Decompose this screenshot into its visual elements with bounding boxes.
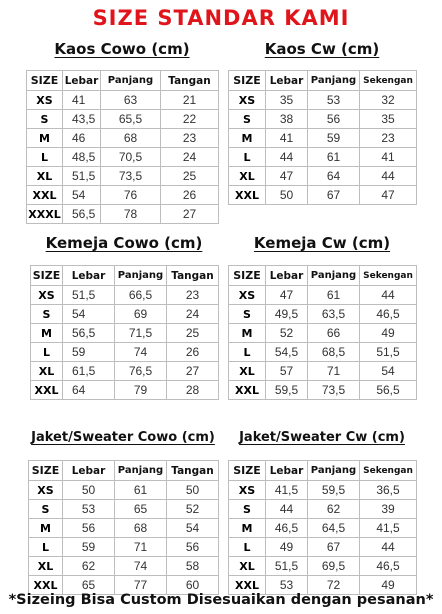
measure-value: 56 [63,519,115,538]
block-title: Jaket/Sweater Cw (cm) [239,430,405,445]
measure-value: 47 [360,186,417,205]
table-row [29,519,219,538]
size-block-jaket-sweater-cowo [28,430,218,590]
table-row [27,186,219,205]
block-title: Kemeja Cowo (cm) [45,234,203,252]
measure-value: 54 [63,186,101,205]
table-row [31,381,219,400]
measure-value: 71 [115,538,167,557]
custom-size-note: *Sizeing Bisa Custom Disesuaikan dengan pesanan* [8,592,434,608]
size-label: L [229,538,266,557]
table-row [229,305,417,324]
measure-value: 61 [308,286,360,305]
size-label: XL [229,362,266,381]
table-row [27,205,219,224]
measure-value: 51,5 [360,343,417,362]
measure-value: 63 [101,91,161,110]
column-header: Lebar [266,71,308,91]
block-title: Kaos Cowo (cm) [54,40,190,58]
size-label: XS [31,286,63,305]
measure-value: 61,5 [63,362,115,381]
measure-value: 51,5 [266,557,308,576]
size-label: L [27,148,63,167]
measure-value: 22 [161,110,219,129]
measure-value: 59 [308,129,360,148]
size-label: S [229,500,266,519]
size-label: XXL [27,186,63,205]
measure-value: 27 [161,205,219,224]
measure-value: 50 [167,481,219,500]
header-row [229,461,417,481]
size-block-kaos-cw [228,40,416,200]
size-label: XXXL [27,205,63,224]
measure-value: 47 [266,286,308,305]
column-header: Tangan [167,461,219,481]
measure-value: 59,5 [266,381,308,400]
measure-value: 68 [115,519,167,538]
measure-value: 46 [63,129,101,148]
measure-value: 74 [115,343,167,362]
measure-value: 73,5 [308,381,360,400]
size-label: S [27,110,63,129]
measure-value: 44 [360,286,417,305]
measure-value: 50 [63,481,115,500]
size-table [228,70,417,205]
table-row [229,362,417,381]
measure-value: 41 [266,129,308,148]
size-label: S [229,305,266,324]
table-row [229,324,417,343]
measure-value: 53 [266,576,308,595]
measure-value: 65 [63,576,115,595]
size-label: XL [229,557,266,576]
measure-value: 21 [161,91,219,110]
column-header: Panjang [115,266,167,286]
column-header: Lebar [266,266,308,286]
measure-value: 64 [63,381,115,400]
size-label: XS [229,91,266,110]
size-block-kaos-cowo [26,40,218,220]
measure-value: 70,5 [101,148,161,167]
measure-value: 39 [360,500,417,519]
measure-value: 76,5 [115,362,167,381]
measure-value: 69,5 [308,557,360,576]
size-label: XS [29,481,63,500]
table-row [229,381,417,400]
column-header: Panjang [308,266,360,286]
measure-value: 25 [161,167,219,186]
table-row [229,91,417,110]
column-header: Panjang [115,461,167,481]
header-row [27,71,219,91]
column-header: SIZE [29,461,63,481]
header-row [229,71,417,91]
size-label: XXL [31,381,63,400]
table-row [31,343,219,362]
measure-value: 53 [63,500,115,519]
header-row [229,266,417,286]
table-row [31,324,219,343]
measure-value: 41,5 [360,519,417,538]
size-label: L [29,538,63,557]
column-header: Tangan [167,266,219,286]
measure-value: 78 [101,205,161,224]
column-header: Panjang [308,461,360,481]
measure-value: 27 [167,362,219,381]
page-title: SIZE STANDAR KAMI [92,6,350,30]
measure-value: 64,5 [308,519,360,538]
measure-value: 66 [308,324,360,343]
measure-value: 26 [161,186,219,205]
size-label: XL [27,167,63,186]
measure-value: 65,5 [101,110,161,129]
table-row [229,557,417,576]
measure-value: 36,5 [360,481,417,500]
size-table [28,460,219,595]
measure-value: 61 [308,148,360,167]
measure-value: 49 [266,538,308,557]
measure-value: 44 [360,538,417,557]
size-label: XL [31,362,63,381]
size-label: XXL [229,576,266,595]
measure-value: 54 [167,519,219,538]
size-label: XL [229,167,266,186]
table-row [31,305,219,324]
measure-value: 54 [360,362,417,381]
measure-value: 54 [63,305,115,324]
measure-value: 63,5 [308,305,360,324]
table-row [29,557,219,576]
measure-value: 23 [167,286,219,305]
size-block-jaket-sweater-cw [228,430,416,590]
measure-value: 56 [308,110,360,129]
column-header: Lebar [63,71,101,91]
column-header: SIZE [229,266,266,286]
measure-value: 52 [167,500,219,519]
size-table [30,265,219,400]
size-label: XXL [229,381,266,400]
measure-value: 65 [115,500,167,519]
measure-value: 51,5 [63,286,115,305]
column-header: Sekengan [360,461,417,481]
size-label: L [229,343,266,362]
measure-value: 68 [101,129,161,148]
size-label: L [229,148,266,167]
table-row [27,148,219,167]
size-label: M [229,129,266,148]
column-header: Sekengan [360,71,417,91]
size-table [26,70,219,224]
measure-value: 44 [266,500,308,519]
measure-value: 41 [360,148,417,167]
size-label: XS [229,286,266,305]
measure-value: 62 [63,557,115,576]
table-row [29,538,219,557]
measure-value: 73,5 [101,167,161,186]
column-header: SIZE [31,266,63,286]
measure-value: 44 [360,167,417,186]
measure-value: 51,5 [63,167,101,186]
measure-value: 24 [167,305,219,324]
measure-value: 77 [115,576,167,595]
size-label: L [31,343,63,362]
measure-value: 64 [308,167,360,186]
table-row [229,110,417,129]
table-row [229,129,417,148]
measure-value: 23 [161,129,219,148]
table-row [31,362,219,381]
size-label: S [29,500,63,519]
size-label: M [29,519,63,538]
table-row [29,500,219,519]
measure-value: 68,5 [308,343,360,362]
measure-value: 79 [115,381,167,400]
measure-value: 56,5 [360,381,417,400]
table-row [229,500,417,519]
measure-value: 59 [63,538,115,557]
measure-value: 48,5 [63,148,101,167]
column-header: Lebar [63,461,115,481]
size-table [228,265,417,400]
table-row [29,481,219,500]
measure-value: 56 [167,538,219,557]
measure-value: 59,5 [308,481,360,500]
column-header: Lebar [266,461,308,481]
block-title: Kaos Cw (cm) [264,40,380,58]
measure-value: 23 [360,129,417,148]
measure-value: 62 [308,500,360,519]
measure-value: 26 [167,343,219,362]
size-label: XXL [229,186,266,205]
block-title: Kemeja Cw (cm) [253,234,391,252]
measure-value: 32 [360,91,417,110]
measure-value: 69 [115,305,167,324]
column-header: Sekengan [360,266,417,286]
measure-value: 72 [308,576,360,595]
size-label: S [229,110,266,129]
size-label: XS [229,481,266,500]
measure-value: 41,5 [266,481,308,500]
size-label: M [31,324,63,343]
column-header: Lebar [63,266,115,286]
header-row [29,461,219,481]
table-row [31,286,219,305]
size-label: M [27,129,63,148]
size-label: S [31,305,63,324]
measure-value: 50 [266,186,308,205]
measure-value: 67 [308,186,360,205]
measure-value: 41 [63,91,101,110]
measure-value: 24 [161,148,219,167]
measure-value: 60 [167,576,219,595]
measure-value: 56,5 [63,205,101,224]
table-row [229,148,417,167]
table-row [229,343,417,362]
measure-value: 67 [308,538,360,557]
measure-value: 76 [101,186,161,205]
measure-value: 49 [360,324,417,343]
measure-value: 49 [360,576,417,595]
measure-value: 49,5 [266,305,308,324]
measure-value: 58 [167,557,219,576]
measure-value: 57 [266,362,308,381]
measure-value: 53 [308,91,360,110]
table-row [27,110,219,129]
measure-value: 61 [115,481,167,500]
column-header: SIZE [229,461,266,481]
measure-value: 74 [115,557,167,576]
column-header: SIZE [27,71,63,91]
measure-value: 66,5 [115,286,167,305]
table-row [229,186,417,205]
measure-value: 59 [63,343,115,362]
measure-value: 47 [266,167,308,186]
measure-value: 38 [266,110,308,129]
size-label: XS [27,91,63,110]
measure-value: 28 [167,381,219,400]
size-label: XXL [29,576,63,595]
measure-value: 54,5 [266,343,308,362]
column-header: SIZE [229,71,266,91]
size-table [228,460,417,595]
measure-value: 35 [360,110,417,129]
table-row [229,538,417,557]
measure-value: 71,5 [115,324,167,343]
measure-value: 52 [266,324,308,343]
table-row [229,519,417,538]
table-row [27,91,219,110]
measure-value: 44 [266,148,308,167]
measure-value: 46,5 [360,305,417,324]
size-block-kemeja-cw [228,234,416,397]
measure-value: 46,5 [360,557,417,576]
block-title: Jaket/Sweater Cowo (cm) [31,430,215,445]
table-row [27,167,219,186]
table-row [229,286,417,305]
table-row [27,129,219,148]
table-row [229,167,417,186]
measure-value: 56,5 [63,324,115,343]
table-row [229,481,417,500]
header-row [31,266,219,286]
column-header: Tangan [161,71,219,91]
size-label: M [229,324,266,343]
measure-value: 46,5 [266,519,308,538]
measure-value: 25 [167,324,219,343]
measure-value: 71 [308,362,360,381]
size-label: XL [29,557,63,576]
size-label: M [229,519,266,538]
size-block-kemeja-cowo [30,234,218,397]
measure-value: 43,5 [63,110,101,129]
measure-value: 35 [266,91,308,110]
column-header: Panjang [308,71,360,91]
column-header: Panjang [101,71,161,91]
